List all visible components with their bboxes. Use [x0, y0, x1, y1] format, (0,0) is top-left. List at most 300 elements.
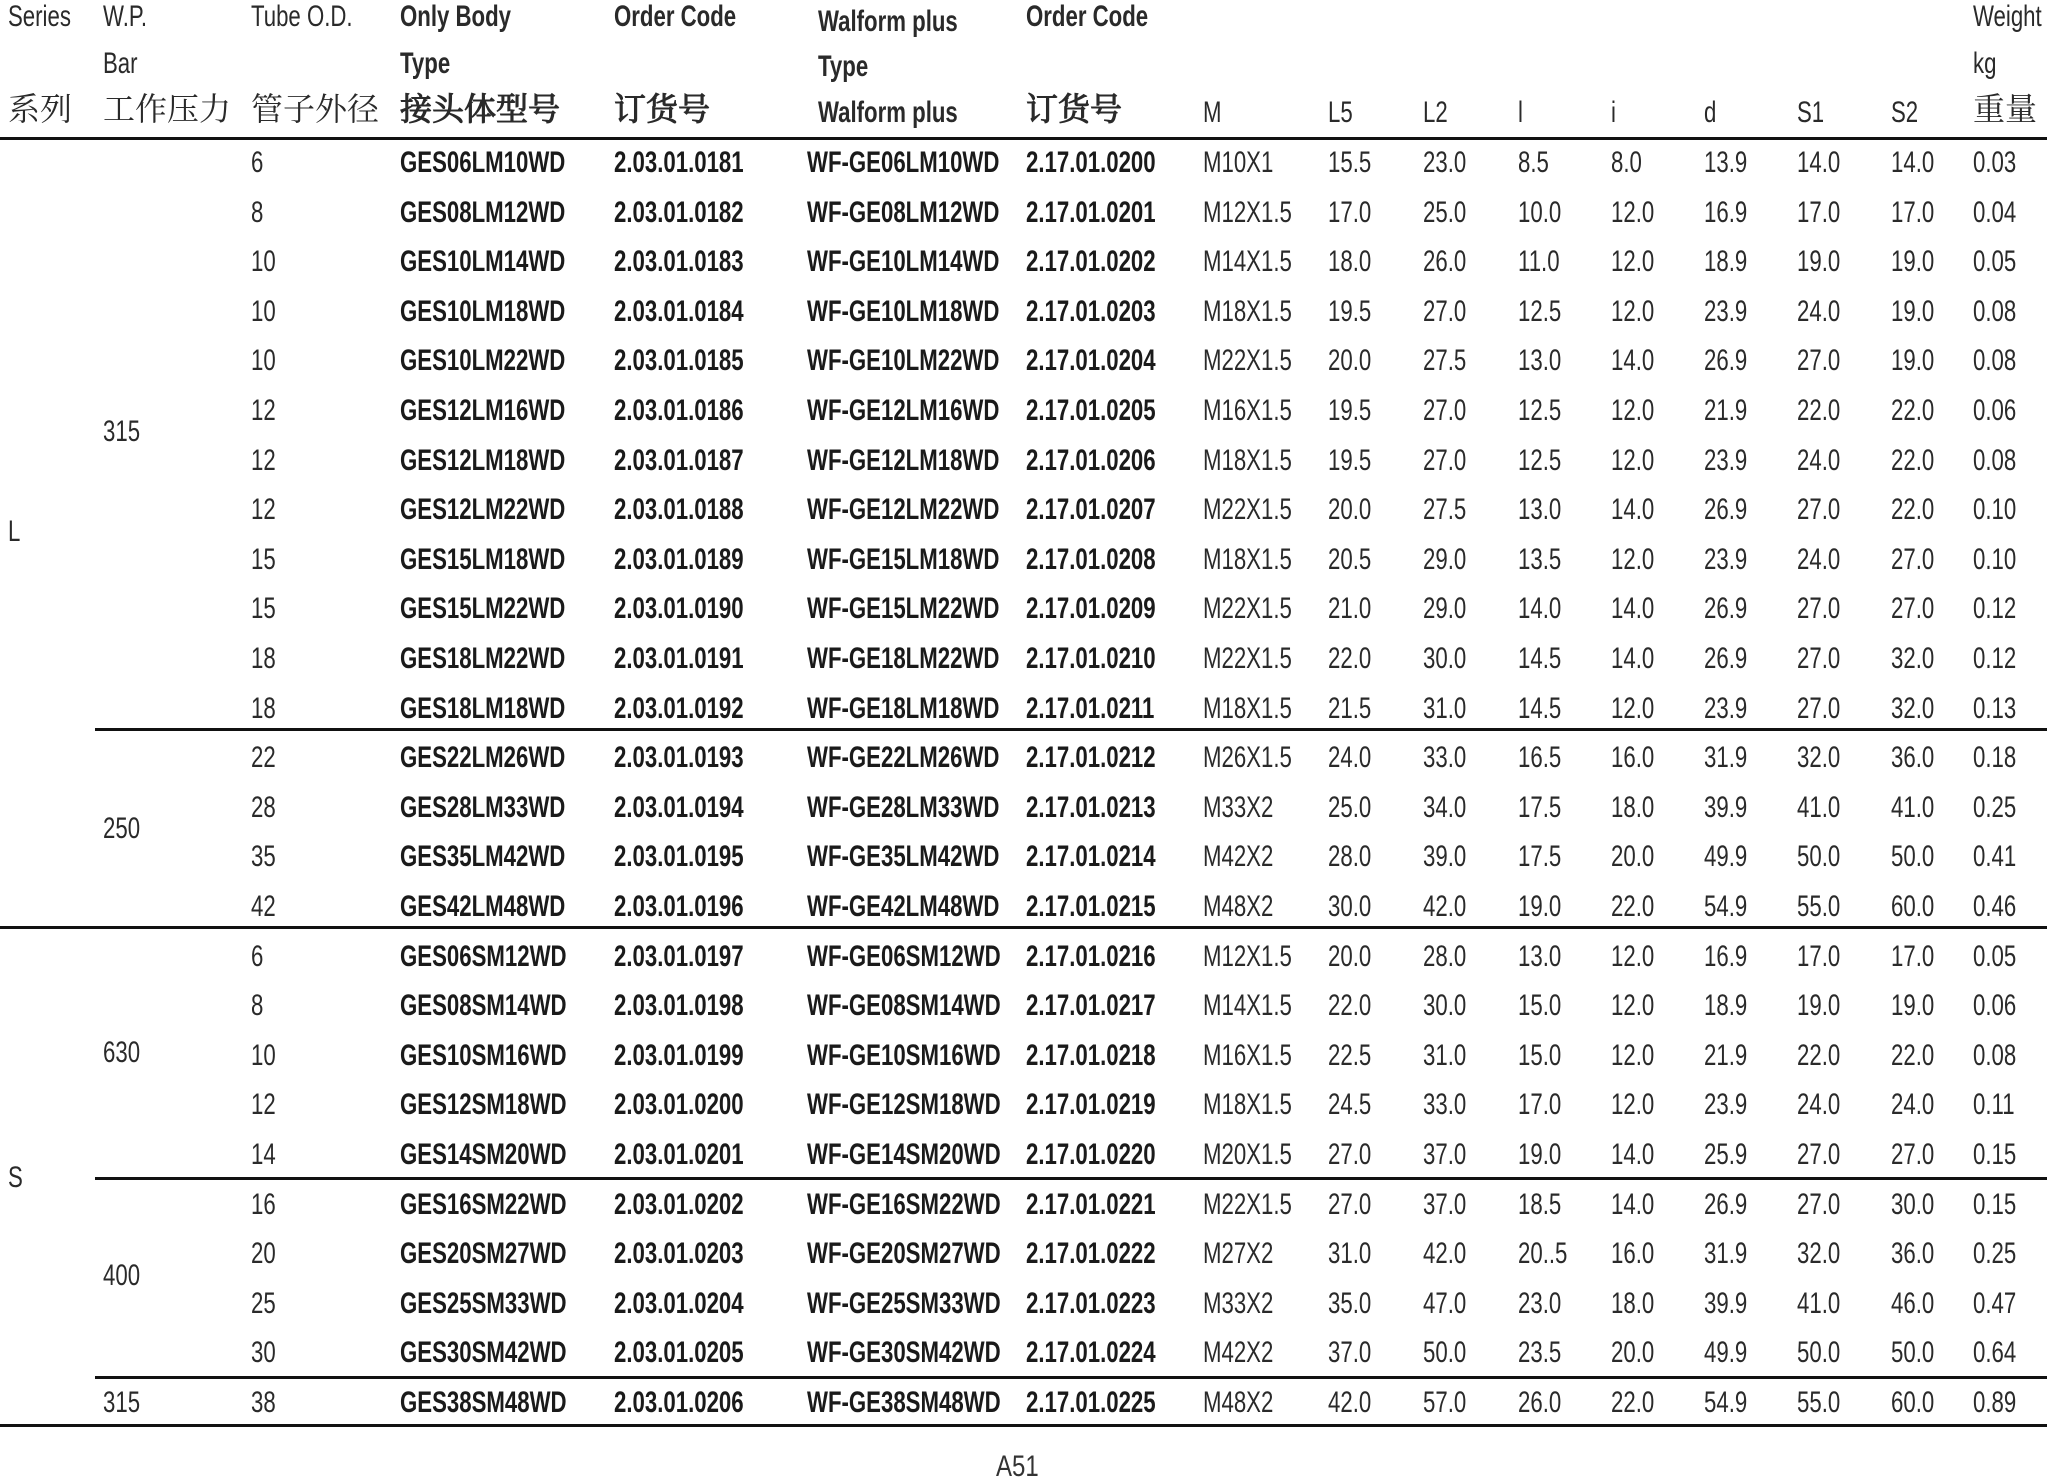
cell-l5: 27.0 — [1328, 1187, 1372, 1221]
cell-d: 13.9 — [1704, 146, 1748, 179]
cell-kg: 0.18 — [1973, 741, 2017, 775]
cell-s1: 27.0 — [1797, 592, 1841, 626]
cell-s1: 24.0 — [1797, 1088, 1841, 1122]
cell-code: 2.03.01.0195 — [614, 840, 744, 874]
cell-od: 18 — [251, 691, 276, 725]
cell-d: 16.9 — [1704, 195, 1748, 229]
cell-s2: 46.0 — [1891, 1286, 1935, 1320]
cell-wf-type: WF-GE12SM18WD — [807, 1088, 1001, 1122]
cell-m: M22X1.5 — [1203, 344, 1292, 378]
cell-i: 12.0 — [1611, 443, 1655, 477]
cell-kg: 0.08 — [1973, 443, 2017, 477]
cell-l2: 30.0 — [1423, 989, 1467, 1023]
cell-i: 12.0 — [1611, 542, 1655, 576]
cell-od: 10 — [251, 1038, 276, 1072]
pressure-label: 400 — [103, 1259, 141, 1292]
cell-s1: 41.0 — [1797, 1286, 1841, 1320]
cell-s1: 19.0 — [1797, 989, 1841, 1023]
cell-code: 2.03.01.0198 — [614, 989, 744, 1023]
cell-s2: 17.0 — [1891, 195, 1935, 229]
cell-wf-type: WF-GE16SM22WD — [807, 1187, 1001, 1221]
cell-i: 22.0 — [1611, 890, 1655, 923]
cell-code: 2.03.01.0205 — [614, 1336, 744, 1370]
cell-type: GES25SM33WD — [400, 1286, 567, 1320]
cell-l: 8.5 — [1518, 146, 1549, 179]
cell-wf-code: 2.17.01.0203 — [1026, 294, 1156, 328]
cell-s2: 24.0 — [1891, 1088, 1935, 1122]
cell-kg: 0.64 — [1973, 1336, 2017, 1370]
cell-i: 16.0 — [1611, 741, 1655, 775]
cell-wf-type: WF-GE14SM20WD — [807, 1138, 1001, 1171]
cell-wf-code: 2.17.01.0205 — [1026, 394, 1156, 427]
cell-od: 12 — [251, 493, 276, 527]
cell-code: 2.03.01.0189 — [614, 542, 744, 576]
cell-l5: 24.5 — [1328, 1088, 1372, 1122]
header-d: d — [1704, 96, 1717, 129]
cell-s1: 24.0 — [1797, 542, 1841, 576]
cell-l: 10.0 — [1518, 195, 1562, 229]
cell-wf-type: WF-GE08SM14WD — [807, 989, 1001, 1023]
cell-wf-code: 2.17.01.0201 — [1026, 195, 1156, 229]
cell-wf-code: 2.17.01.0216 — [1026, 939, 1156, 973]
cell-s1: 50.0 — [1797, 840, 1841, 874]
cell-s2: 19.0 — [1891, 989, 1935, 1023]
cell-type: GES35LM42WD — [400, 840, 566, 874]
cell-wf-type: WF-GE18LM22WD — [807, 642, 1000, 675]
cell-l2: 27.5 — [1423, 344, 1467, 378]
cell-l5: 20.0 — [1328, 939, 1372, 973]
cell-l2: 31.0 — [1423, 691, 1467, 725]
cell-type: GES08SM14WD — [400, 989, 567, 1023]
pressure-label: 315 — [103, 415, 141, 448]
cell-code: 2.03.01.0190 — [614, 592, 744, 626]
cell-od: 30 — [251, 1336, 276, 1370]
cell-i: 12.0 — [1611, 1038, 1655, 1072]
cell-s1: 27.0 — [1797, 1187, 1841, 1221]
cell-kg: 0.08 — [1973, 344, 2017, 378]
cell-l: 17.5 — [1518, 790, 1562, 824]
cell-od: 15 — [251, 542, 276, 576]
cell-s1: 55.0 — [1797, 890, 1841, 923]
header-type2-en2: Type — [818, 50, 869, 83]
cell-i: 12.0 — [1611, 939, 1655, 973]
cell-m: M42X2 — [1203, 1336, 1274, 1370]
cell-l: 16.5 — [1518, 741, 1562, 775]
cell-code: 2.03.01.0201 — [614, 1138, 744, 1171]
cell-wf-code: 2.17.01.0225 — [1026, 1386, 1156, 1419]
cell-od: 10 — [251, 294, 276, 328]
cell-s2: 22.0 — [1891, 394, 1935, 427]
cell-code: 2.03.01.0183 — [614, 245, 744, 279]
page-number: A51 — [996, 1450, 1039, 1483]
cell-wf-type: WF-GE10SM16WD — [807, 1038, 1001, 1072]
cell-l2: 31.0 — [1423, 1038, 1467, 1072]
cell-d: 21.9 — [1704, 394, 1748, 427]
cell-l2: 27.0 — [1423, 394, 1467, 427]
header-type1-cn: 接头体型号 — [400, 91, 561, 127]
cell-code: 2.03.01.0199 — [614, 1038, 744, 1072]
cell-wf-code: 2.17.01.0217 — [1026, 989, 1156, 1023]
cell-wf-type: WF-GE42LM48WD — [807, 890, 1000, 923]
cell-kg: 0.06 — [1973, 989, 2017, 1023]
cell-i: 18.0 — [1611, 1286, 1655, 1320]
cell-m: M26X1.5 — [1203, 741, 1292, 775]
cell-l2: 27.0 — [1423, 443, 1467, 477]
cell-m: M22X1.5 — [1203, 592, 1292, 626]
cell-l2: 34.0 — [1423, 790, 1467, 824]
cell-od: 35 — [251, 840, 276, 874]
cell-m: M14X1.5 — [1203, 989, 1292, 1023]
cell-m: M18X1.5 — [1203, 542, 1292, 576]
header-l2: L2 — [1423, 96, 1448, 129]
cell-l2: 29.0 — [1423, 542, 1467, 576]
cell-m: M16X1.5 — [1203, 394, 1292, 427]
cell-wf-type: WF-GE18LM18WD — [807, 691, 1000, 725]
header-weight-unit: kg — [1973, 47, 1997, 80]
header-type1-en: Only Body — [400, 0, 512, 33]
cell-l: 19.0 — [1518, 890, 1562, 923]
cell-wf-type: WF-GE38SM48WD — [807, 1386, 1001, 1419]
cell-code: 2.03.01.0184 — [614, 294, 744, 328]
header-od-cn: 管子外径 — [251, 91, 380, 127]
cell-code: 2.03.01.0202 — [614, 1187, 744, 1221]
cell-s1: 24.0 — [1797, 294, 1841, 328]
cell-d: 25.9 — [1704, 1138, 1748, 1171]
cell-i: 12.0 — [1611, 294, 1655, 328]
cell-type: GES15LM22WD — [400, 592, 566, 626]
cell-code: 2.03.01.0197 — [614, 939, 744, 973]
cell-l2: 29.0 — [1423, 592, 1467, 626]
cell-wf-code: 2.17.01.0219 — [1026, 1088, 1156, 1122]
cell-type: GES06SM12WD — [400, 939, 567, 973]
cell-wf-code: 2.17.01.0218 — [1026, 1038, 1156, 1072]
cell-s2: 32.0 — [1891, 691, 1935, 725]
cell-s1: 27.0 — [1797, 493, 1841, 527]
cell-l2: 30.0 — [1423, 642, 1467, 675]
cell-type: GES18LM18WD — [400, 691, 566, 725]
header-type2-en: Walform plus — [818, 5, 958, 38]
cell-s1: 27.0 — [1797, 691, 1841, 725]
cell-l5: 30.0 — [1328, 890, 1372, 923]
cell-s2: 19.0 — [1891, 294, 1935, 328]
cell-type: GES16SM22WD — [400, 1187, 567, 1221]
cell-wf-type: WF-GE10LM18WD — [807, 294, 1000, 328]
cell-wf-type: WF-GE06LM10WD — [807, 146, 1000, 179]
cell-wf-type: WF-GE35LM42WD — [807, 840, 1000, 874]
cell-i: 14.0 — [1611, 642, 1655, 675]
cell-kg: 0.05 — [1973, 245, 2017, 279]
cell-s1: 27.0 — [1797, 344, 1841, 378]
cell-d: 21.9 — [1704, 1038, 1748, 1072]
cell-l2: 28.0 — [1423, 939, 1467, 973]
cell-l5: 20.0 — [1328, 344, 1372, 378]
cell-type: GES10LM22WD — [400, 344, 566, 378]
cell-type: GES12LM16WD — [400, 394, 566, 427]
cell-l2: 26.0 — [1423, 245, 1467, 279]
cell-d: 49.9 — [1704, 1336, 1748, 1370]
cell-d: 16.9 — [1704, 939, 1748, 973]
cell-d: 26.9 — [1704, 642, 1748, 675]
cell-l2: 33.0 — [1423, 741, 1467, 775]
cell-m: M20X1.5 — [1203, 1138, 1292, 1171]
cell-i: 20.0 — [1611, 840, 1655, 874]
cell-s1: 14.0 — [1797, 146, 1841, 179]
cell-s1: 32.0 — [1797, 741, 1841, 775]
cell-code: 2.03.01.0203 — [614, 1237, 744, 1271]
cell-l5: 22.0 — [1328, 989, 1372, 1023]
cell-s2: 27.0 — [1891, 592, 1935, 626]
header-i: i — [1611, 96, 1616, 129]
cell-l2: 27.5 — [1423, 493, 1467, 527]
cell-i: 12.0 — [1611, 1088, 1655, 1122]
cell-kg: 0.06 — [1973, 394, 2017, 427]
cell-kg: 0.12 — [1973, 642, 2017, 675]
cell-wf-type: WF-GE30SM42WD — [807, 1336, 1001, 1370]
cell-kg: 0.89 — [1973, 1386, 2017, 1419]
cell-wf-type: WF-GE12LM18WD — [807, 443, 1000, 477]
header-code2-en: Order Code — [1026, 0, 1149, 33]
cell-code: 2.03.01.0181 — [614, 146, 744, 179]
cell-s1: 22.0 — [1797, 394, 1841, 427]
cell-m: M33X2 — [1203, 1286, 1274, 1320]
cell-type: GES30SM42WD — [400, 1336, 567, 1370]
cell-s1: 27.0 — [1797, 642, 1841, 675]
cell-l5: 19.5 — [1328, 394, 1372, 427]
cell-type: GES12LM22WD — [400, 493, 566, 527]
cell-l5: 17.0 — [1328, 195, 1372, 229]
cell-l2: 42.0 — [1423, 890, 1467, 923]
cell-i: 14.0 — [1611, 344, 1655, 378]
cell-s1: 24.0 — [1797, 443, 1841, 477]
cell-kg: 0.15 — [1973, 1138, 2017, 1171]
cell-wf-type: WF-GE12LM22WD — [807, 493, 1000, 527]
cell-l5: 24.0 — [1328, 741, 1372, 775]
cell-l5: 21.0 — [1328, 592, 1372, 626]
cell-s2: 22.0 — [1891, 1038, 1935, 1072]
cell-code: 2.03.01.0185 — [614, 344, 744, 378]
cell-wf-code: 2.17.01.0222 — [1026, 1237, 1156, 1271]
cell-type: GES12SM18WD — [400, 1088, 567, 1122]
cell-wf-type: WF-GE10LM22WD — [807, 344, 1000, 378]
cell-d: 18.9 — [1704, 989, 1748, 1023]
cell-kg: 0.25 — [1973, 790, 2017, 824]
cell-wf-type: WF-GE08LM12WD — [807, 195, 1000, 229]
cell-wf-code: 2.17.01.0223 — [1026, 1286, 1156, 1320]
cell-m: M18X1.5 — [1203, 1088, 1292, 1122]
cell-i: 8.0 — [1611, 146, 1642, 179]
cell-od: 25 — [251, 1286, 276, 1320]
cell-type: GES28LM33WD — [400, 790, 566, 824]
cell-m: M18X1.5 — [1203, 443, 1292, 477]
table-bottom-rule — [0, 1424, 2047, 1427]
cell-wf-type: WF-GE28LM33WD — [807, 790, 1000, 824]
cell-kg: 0.05 — [1973, 939, 2017, 973]
cell-l: 13.0 — [1518, 493, 1562, 527]
cell-s2: 41.0 — [1891, 790, 1935, 824]
cell-od: 20 — [251, 1237, 276, 1271]
cell-od: 16 — [251, 1187, 276, 1221]
cell-s2: 60.0 — [1891, 1386, 1935, 1419]
cell-l5: 19.5 — [1328, 443, 1372, 477]
cell-od: 8 — [251, 195, 264, 229]
cell-d: 54.9 — [1704, 1386, 1748, 1419]
pressure-label: 250 — [103, 812, 141, 845]
cell-i: 12.0 — [1611, 691, 1655, 725]
cell-code: 2.03.01.0192 — [614, 691, 744, 725]
cell-wf-code: 2.17.01.0202 — [1026, 245, 1156, 279]
cell-m: M33X2 — [1203, 790, 1274, 824]
header-code2-cn: 订货号 — [1026, 91, 1123, 127]
cell-m: M10X1 — [1203, 146, 1274, 179]
pressure-divider-315 — [95, 1376, 2047, 1379]
cell-wf-code: 2.17.01.0213 — [1026, 790, 1156, 824]
header-wp-unit: Bar — [103, 47, 138, 80]
cell-l: 17.0 — [1518, 1088, 1562, 1122]
cell-wf-type: WF-GE20SM27WD — [807, 1237, 1001, 1271]
series-divider — [0, 926, 2047, 929]
cell-l2: 27.0 — [1423, 294, 1467, 328]
cell-l2: 25.0 — [1423, 195, 1467, 229]
cell-i: 20.0 — [1611, 1336, 1655, 1370]
cell-d: 49.9 — [1704, 840, 1748, 874]
cell-l5: 28.0 — [1328, 840, 1372, 874]
cell-d: 26.9 — [1704, 344, 1748, 378]
cell-wf-type: WF-GE12LM16WD — [807, 394, 1000, 427]
cell-s2: 17.0 — [1891, 939, 1935, 973]
cell-s2: 50.0 — [1891, 1336, 1935, 1370]
cell-type: GES22LM26WD — [400, 741, 566, 775]
cell-od: 8 — [251, 989, 264, 1023]
cell-s1: 22.0 — [1797, 1038, 1841, 1072]
cell-i: 14.0 — [1611, 592, 1655, 626]
cell-wf-code: 2.17.01.0212 — [1026, 741, 1156, 775]
cell-code: 2.03.01.0193 — [614, 741, 744, 775]
cell-m: M14X1.5 — [1203, 245, 1292, 279]
pressure-label: 315 — [103, 1386, 141, 1419]
cell-code: 2.03.01.0182 — [614, 195, 744, 229]
header-m: M — [1203, 96, 1222, 129]
cell-s1: 41.0 — [1797, 790, 1841, 824]
cell-type: GES38SM48WD — [400, 1386, 567, 1419]
cell-type: GES06LM10WD — [400, 146, 566, 179]
cell-wf-type: WF-GE10LM14WD — [807, 245, 1000, 279]
cell-s1: 50.0 — [1797, 1336, 1841, 1370]
cell-d: 23.9 — [1704, 294, 1748, 328]
cell-type: GES08LM12WD — [400, 195, 566, 229]
cell-wf-code: 2.17.01.0206 — [1026, 443, 1156, 477]
cell-od: 22 — [251, 741, 276, 775]
cell-od: 15 — [251, 592, 276, 626]
cell-type: GES10LM18WD — [400, 294, 566, 328]
cell-code: 2.03.01.0204 — [614, 1286, 744, 1320]
cell-type: GES18LM22WD — [400, 642, 566, 675]
cell-wf-code: 2.17.01.0209 — [1026, 592, 1156, 626]
cell-i: 12.0 — [1611, 989, 1655, 1023]
header-code1-en: Order Code — [614, 0, 737, 33]
cell-i: 18.0 — [1611, 790, 1655, 824]
cell-m: M22X1.5 — [1203, 493, 1292, 527]
cell-l: 20..5 — [1518, 1237, 1568, 1271]
cell-type: GES10LM14WD — [400, 245, 566, 279]
cell-d: 26.9 — [1704, 493, 1748, 527]
cell-wf-code: 2.17.01.0211 — [1026, 691, 1155, 725]
cell-l2: 50.0 — [1423, 1336, 1467, 1370]
cell-s2: 19.0 — [1891, 245, 1935, 279]
cell-l: 14.5 — [1518, 642, 1562, 675]
cell-l5: 20.5 — [1328, 542, 1372, 576]
header-weight-en: Weight — [1973, 0, 2042, 33]
cell-l: 12.5 — [1518, 394, 1562, 427]
cell-l: 19.0 — [1518, 1138, 1562, 1171]
pressure-label: 630 — [103, 1036, 141, 1069]
header-od-en: Tube O.D. — [251, 0, 353, 33]
cell-code: 2.03.01.0186 — [614, 394, 744, 427]
cell-kg: 0.03 — [1973, 146, 2017, 179]
cell-od: 6 — [251, 146, 264, 179]
cell-l: 12.5 — [1518, 443, 1562, 477]
cell-type: GES15LM18WD — [400, 542, 566, 576]
cell-wf-code: 2.17.01.0207 — [1026, 493, 1156, 527]
cell-l: 11.0 — [1518, 245, 1560, 279]
cell-od: 10 — [251, 245, 276, 279]
cell-code: 2.03.01.0188 — [614, 493, 744, 527]
cell-wf-code: 2.17.01.0210 — [1026, 642, 1156, 675]
cell-wf-type: WF-GE22LM26WD — [807, 741, 1000, 775]
cell-od: 12 — [251, 443, 276, 477]
cell-l: 15.0 — [1518, 1038, 1562, 1072]
header-l: l — [1518, 96, 1523, 129]
cell-kg: 0.11 — [1973, 1088, 2015, 1122]
cell-d: 23.9 — [1704, 691, 1748, 725]
cell-code: 2.03.01.0187 — [614, 443, 744, 477]
cell-kg: 0.04 — [1973, 195, 2017, 229]
cell-m: M27X2 — [1203, 1237, 1274, 1271]
cell-l2: 37.0 — [1423, 1138, 1467, 1171]
cell-l2: 37.0 — [1423, 1187, 1467, 1221]
cell-l2: 39.0 — [1423, 840, 1467, 874]
cell-wf-code: 2.17.01.0214 — [1026, 840, 1156, 874]
cell-l: 12.5 — [1518, 294, 1562, 328]
cell-od: 14 — [251, 1138, 276, 1171]
cell-l5: 35.0 — [1328, 1286, 1372, 1320]
cell-s1: 17.0 — [1797, 939, 1841, 973]
cell-wf-code: 2.17.01.0204 — [1026, 344, 1156, 378]
cell-kg: 0.46 — [1973, 890, 2017, 923]
cell-type: GES12LM18WD — [400, 443, 566, 477]
cell-i: 16.0 — [1611, 1237, 1655, 1271]
cell-s2: 22.0 — [1891, 493, 1935, 527]
cell-kg: 0.25 — [1973, 1237, 2017, 1271]
cell-d: 18.9 — [1704, 245, 1748, 279]
cell-s2: 14.0 — [1891, 146, 1935, 179]
cell-type: GES20SM27WD — [400, 1237, 567, 1271]
cell-kg: 0.10 — [1973, 493, 2017, 527]
cell-m: M18X1.5 — [1203, 294, 1292, 328]
cell-m: M22X1.5 — [1203, 642, 1292, 675]
cell-d: 54.9 — [1704, 890, 1748, 923]
cell-code: 2.03.01.0196 — [614, 890, 744, 923]
cell-l5: 42.0 — [1328, 1386, 1372, 1419]
cell-l5: 37.0 — [1328, 1336, 1372, 1370]
cell-code: 2.03.01.0191 — [614, 642, 744, 675]
cell-od: 28 — [251, 790, 276, 824]
cell-m: M48X2 — [1203, 890, 1274, 923]
header-rule — [0, 137, 2047, 140]
cell-s2: 19.0 — [1891, 344, 1935, 378]
cell-l: 15.0 — [1518, 989, 1562, 1023]
header-series-cn: 系列 — [8, 91, 73, 127]
cell-s1: 19.0 — [1797, 245, 1841, 279]
